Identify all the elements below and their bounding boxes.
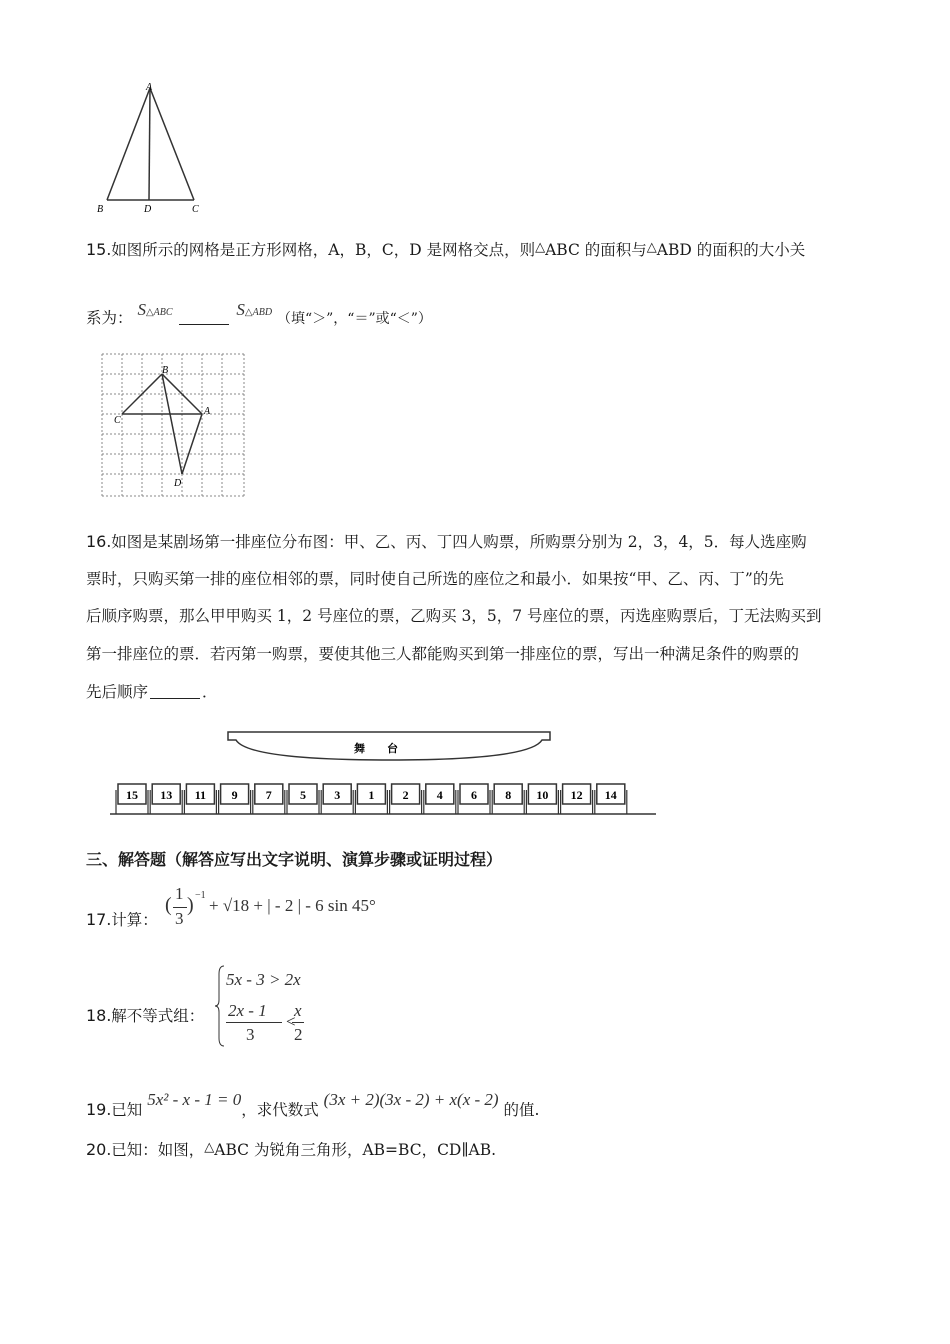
triangle-symbol: △	[646, 240, 657, 255]
label-c: C	[114, 415, 121, 426]
answer-blank[interactable]	[179, 310, 229, 325]
label-b: B	[97, 204, 104, 215]
section-title: 三、解答题（解答应写出文字说明、演算步骤或证明过程）	[86, 850, 503, 869]
seat-number: 4	[436, 788, 443, 802]
q19-expression: (3x + 2)(3x - 2) + x(x - 2)	[323, 1090, 499, 1109]
q16-line3: 后顺序购票，那么甲甲购买 1，2 号座位的票，乙购买 3，5，7 号座位的票，丙选座购票后，丁无法购买到	[86, 607, 822, 625]
q16-line4: 第一排座位的票．若丙第一购票，要使其他三人都能购买到第一排座位的票，写出一种满足条件的购票的	[86, 645, 800, 663]
question-number: 15	[86, 240, 107, 259]
q18-line: 18.解不等式组：	[86, 1006, 205, 1025]
triangle-symbol: △	[204, 1140, 215, 1155]
question-number: 20	[86, 1140, 107, 1159]
label-d: D	[174, 478, 182, 489]
seat-number: 5	[300, 788, 306, 802]
question-number: 16	[86, 532, 107, 551]
seat-number: 1	[368, 788, 375, 802]
stage-figure	[110, 722, 670, 822]
seat-number: 8	[505, 788, 512, 802]
q15-line2: 系为： S△ABC S△ABD （填“＞”，“＝”或“＜”）	[86, 300, 432, 327]
seat-number: 14	[604, 788, 617, 802]
seat-number: 11	[194, 788, 207, 802]
question-number: 17	[86, 910, 107, 929]
label-c: C	[192, 204, 199, 215]
seat-number: 6	[471, 788, 477, 802]
segment-ad	[182, 414, 202, 474]
label-a: A	[204, 406, 211, 417]
question-number: 19	[86, 1100, 107, 1119]
triangle-side-ab	[107, 88, 150, 200]
seat-number: 2	[402, 788, 409, 802]
grid-figure	[96, 348, 256, 508]
stage-label: 舞 台	[354, 743, 398, 755]
triangle-side-ac	[150, 88, 194, 200]
seat-number: 15	[126, 788, 138, 802]
triangle-figure	[90, 80, 220, 220]
question-number: 18	[86, 1006, 107, 1025]
answer-blank[interactable]	[150, 684, 200, 699]
seat-number: 7	[265, 788, 272, 802]
seat-number: 10	[536, 788, 549, 802]
q20-line: 20.已知：如图，△ABC 为锐角三角形，AB=BC，CD∥AB.	[86, 1140, 497, 1159]
segment-bd	[162, 374, 182, 474]
seat-number: 3	[334, 788, 341, 802]
s-abd: S△ABD	[236, 300, 273, 319]
q18-system: 5x - 3 > 2x 2x - 1 3 < x 2	[214, 964, 354, 1050]
seat-number: 9	[231, 788, 238, 802]
triangle-altitude-ad	[149, 88, 150, 200]
label-b: B	[162, 365, 169, 376]
triangle-symbol: △	[535, 240, 546, 255]
q16-line1: 16.如图是某剧场第一排座位分布图：甲、乙、丙、丁四人购票，所购票分别为 2，3，4，5．每人选座购	[86, 532, 807, 551]
label-a: A	[146, 82, 153, 93]
label-d: D	[144, 204, 152, 215]
q19-equation: 5x² - x - 1 = 0	[147, 1090, 242, 1109]
q19-line: 19.已知 5x² - x - 1 = 0，求代数式 (3x + 2)(3x - 2) + x(x - 2) 的值.	[86, 1090, 540, 1119]
q17-line: 17.计算：	[86, 910, 158, 929]
seat-number: 12	[570, 788, 583, 802]
q16-line5: 先后顺序 ．	[86, 683, 218, 701]
seat-number: 13	[160, 788, 173, 802]
q15-line1: 15.如图所示的网格是正方形网格，A，B，C，D 是网格交点，则△ABC 的面积与△ABD 的面积的大小关	[86, 240, 806, 259]
s-abc: S△ABC	[137, 300, 173, 319]
seat-row	[116, 784, 627, 814]
q16-line2: 票时，只购买第一排的座位相邻的票，同时使自己所选的座位之和最小．如果按“甲、乙、丙、丁”的先	[86, 570, 784, 588]
q17-expression: ( 1 3 ) −1 + √18 + | - 2 | - 6 sin 45°	[165, 884, 376, 928]
